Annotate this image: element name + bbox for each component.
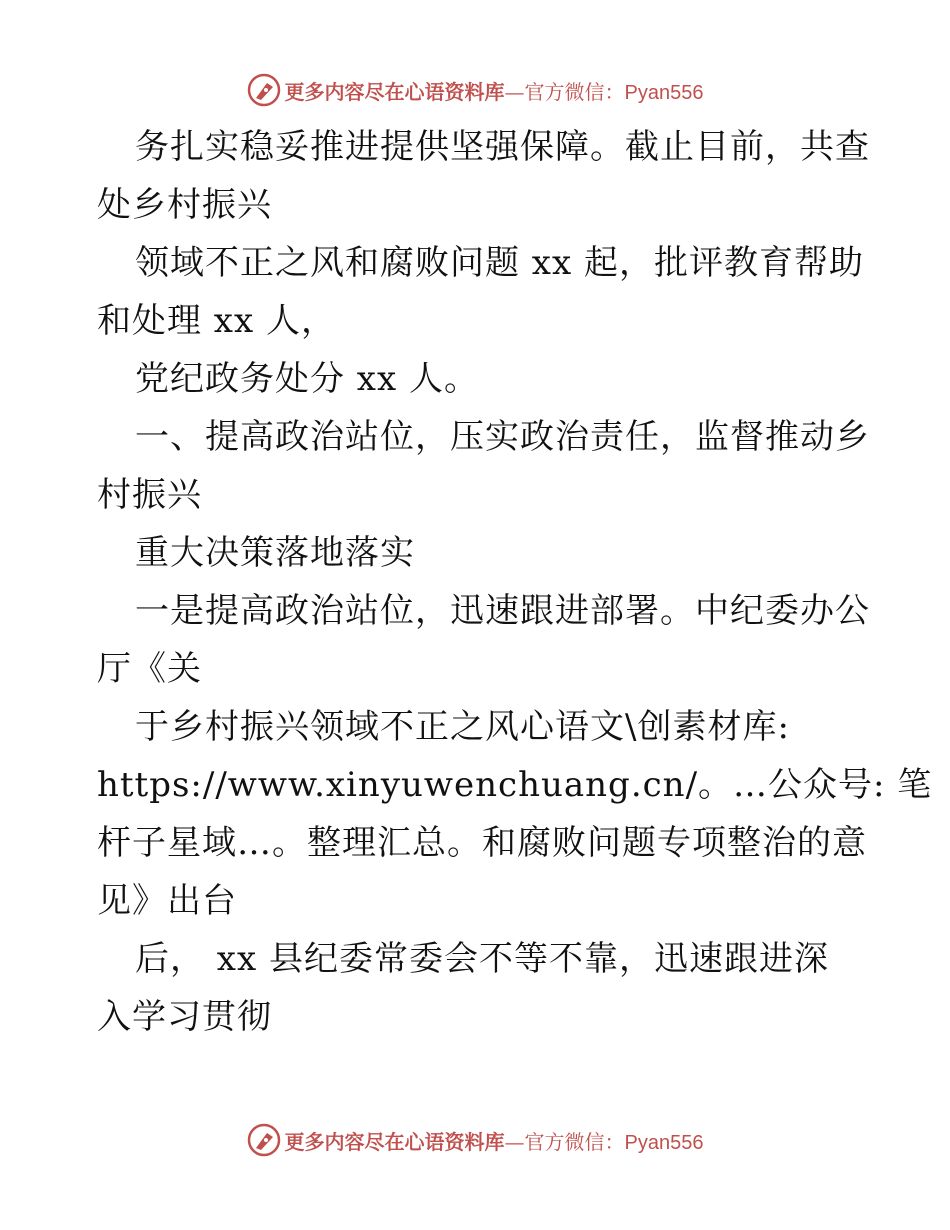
body-line: 见》出台 — [97, 881, 237, 921]
footer-banner-main: 更多内容尽在心语资料库 — [284, 1129, 505, 1154]
body-line: 领域不正之风和腐败问题 xx 起，批评教育帮助 — [135, 243, 864, 283]
pen-nib-logo-icon — [247, 1123, 281, 1157]
body-line: 一是提高政治站位，迅速跟进部署。中纪委办公 — [135, 591, 870, 631]
body-line: 厅《关 — [97, 649, 202, 689]
footer-banner-id: Pyan556 — [624, 1131, 704, 1154]
body-line: 处乡村振兴 — [97, 185, 272, 225]
header-banner — [0, 70, 950, 110]
header-banner-official: 官方微信： — [524, 79, 625, 104]
header-banner-dash: — — [504, 79, 525, 104]
body-line: 入学习贯彻 — [97, 997, 272, 1037]
footer-banner-dash: — — [504, 1129, 525, 1154]
body-line: 于乡村振兴领域不正之风心语文\创素材库: — [135, 707, 790, 747]
footer-banner-text — [285, 1126, 704, 1155]
document-body — [97, 118, 933, 1046]
header-banner-id: Pyan556 — [624, 81, 704, 104]
section-heading: 一、提高政治站位，压实政治责任，监督推动乡 — [135, 417, 870, 457]
body-line-url: https://www.xinyuwenchuang.cn/。…公众号: 笔 — [97, 765, 933, 805]
body-line: 重大决策落地落实 — [135, 533, 415, 573]
body-line: 和处理 xx 人， — [97, 301, 336, 341]
footer-banner — [0, 1120, 950, 1160]
footer-banner-official: 官方微信： — [524, 1129, 625, 1154]
section-heading-cont: 村振兴 — [97, 475, 202, 515]
body-line: 党纪政务处分 xx 人。 — [135, 359, 479, 399]
header-banner-main: 更多内容尽在心语资料库 — [284, 79, 505, 104]
body-line: 杆子星域…。整理汇总。和腐败问题专项整治的意 — [97, 823, 867, 863]
header-banner-text — [285, 76, 704, 105]
pen-nib-logo-icon — [247, 73, 281, 107]
body-line: 务扎实稳妥推进提供坚强保障。截止目前，共查 — [135, 127, 870, 167]
body-line: 后， xx 县纪委常委会不等不靠，迅速跟进深 — [135, 939, 829, 979]
